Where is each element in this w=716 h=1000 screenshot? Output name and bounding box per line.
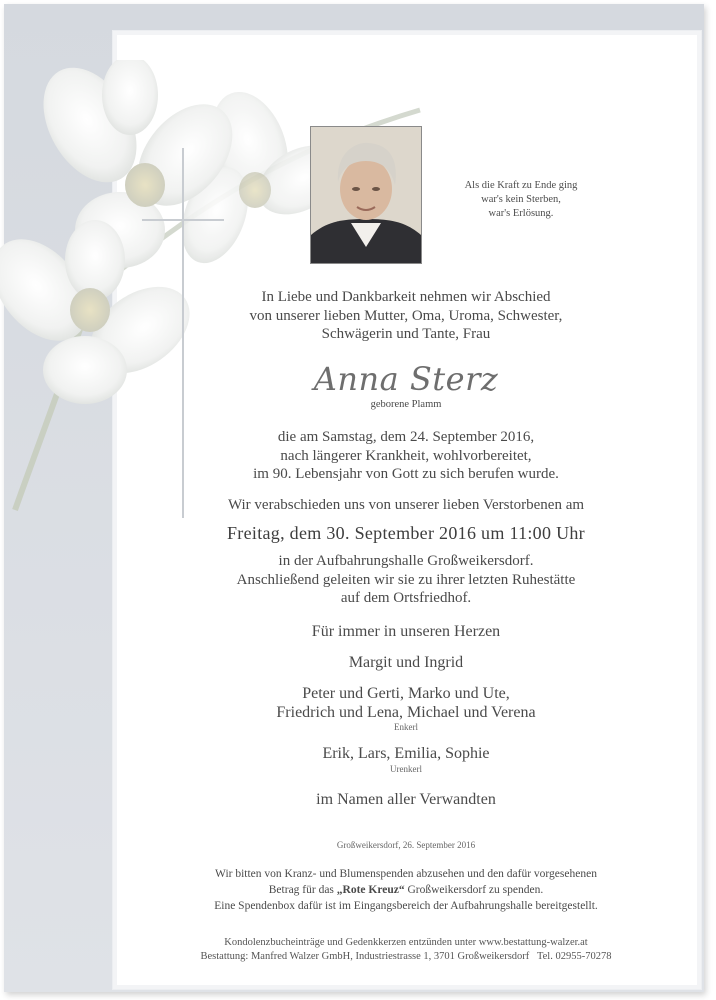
- intro-line: In Liebe und Dankbarkeit nehmen wir Abschied: [261, 289, 551, 305]
- quote-line: war's Erlösung.: [488, 208, 554, 219]
- donation-line: Eine Spendenbox dafür ist im Eingangsbereich der Aufbahrungshalle bereitgestellt.: [214, 900, 598, 912]
- portrait-photo: [310, 126, 422, 264]
- quote-line: Als die Kraft zu Ende ging: [464, 180, 578, 191]
- grandchildren-label: Enkerl: [394, 722, 418, 732]
- location-line: Anschließend geleiten wir sie zu ihrer letzten Ruhestätte: [236, 571, 576, 588]
- intro-line: Schwägerin und Tante, Frau: [321, 326, 491, 342]
- donation-text: Großweikersdorf zu spenden.: [404, 884, 544, 896]
- cross-symbol-bar: [142, 219, 224, 221]
- red-cross-name: „Rote Kreuz“: [336, 884, 405, 896]
- grandchildren-line: Peter und Gerti, Marko und Ute,: [302, 685, 510, 702]
- death-line: im 90. Lebensjahr von Gott zu sich berufen wurde.: [253, 466, 559, 482]
- location-line: in der Aufbahrungshalle Großweikersdorf.: [278, 553, 534, 569]
- quote-block: [446, 179, 596, 221]
- funeral-date: Freitag, dem 30. September 2016 um 11:00 Uhr: [227, 523, 585, 543]
- birth-name: geborene Plamm: [370, 399, 442, 410]
- death-line: nach längerer Krankheit, wohlvorbereitet,: [280, 447, 532, 464]
- deceased-name: Anna Sterz: [313, 360, 499, 398]
- location-line: auf dem Ortsfriedhof.: [340, 590, 472, 606]
- great-grandchildren-label: Urenkerl: [390, 764, 422, 774]
- donation-line: [112, 882, 700, 898]
- great-grandchildren: Erik, Lars, Emilia, Sophie: [322, 745, 490, 762]
- relatives-line: im Namen aller Verwandten: [316, 791, 496, 808]
- farewell-intro: Wir verabschieden uns von unserer lieben Verstorbenen am: [227, 497, 585, 513]
- grandchildren-line: Friedrich und Lena, Michael und Verena: [276, 704, 536, 721]
- motto: Für immer in unseren Herzen: [311, 623, 501, 640]
- footer-line: Bestattung: Manfred Walzer GmbH, Industriestrasse 1, 3701 Großweikersdorf Tel. 02955-70278: [200, 951, 612, 962]
- footer-line: Kondolenzbucheinträge und Gedenkkerzen entzünden unter www.bestattung-walzer.at: [224, 937, 588, 948]
- children-names: Margit und Ingrid: [348, 654, 464, 671]
- donation-line: Wir bitten von Kranz- und Blumenspenden abzusehen und den dafür vorgesehenen: [215, 868, 597, 880]
- intro-line: von unserer lieben Mutter, Oma, Uroma, Schwester,: [249, 307, 563, 324]
- donation-text: Betrag für das: [268, 884, 337, 896]
- place-date: Großweikersdorf, 26. September 2016: [336, 840, 476, 850]
- death-line: die am Samstag, dem 24. September 2016,: [277, 429, 535, 445]
- quote-line: war's kein Sterben,: [481, 194, 561, 205]
